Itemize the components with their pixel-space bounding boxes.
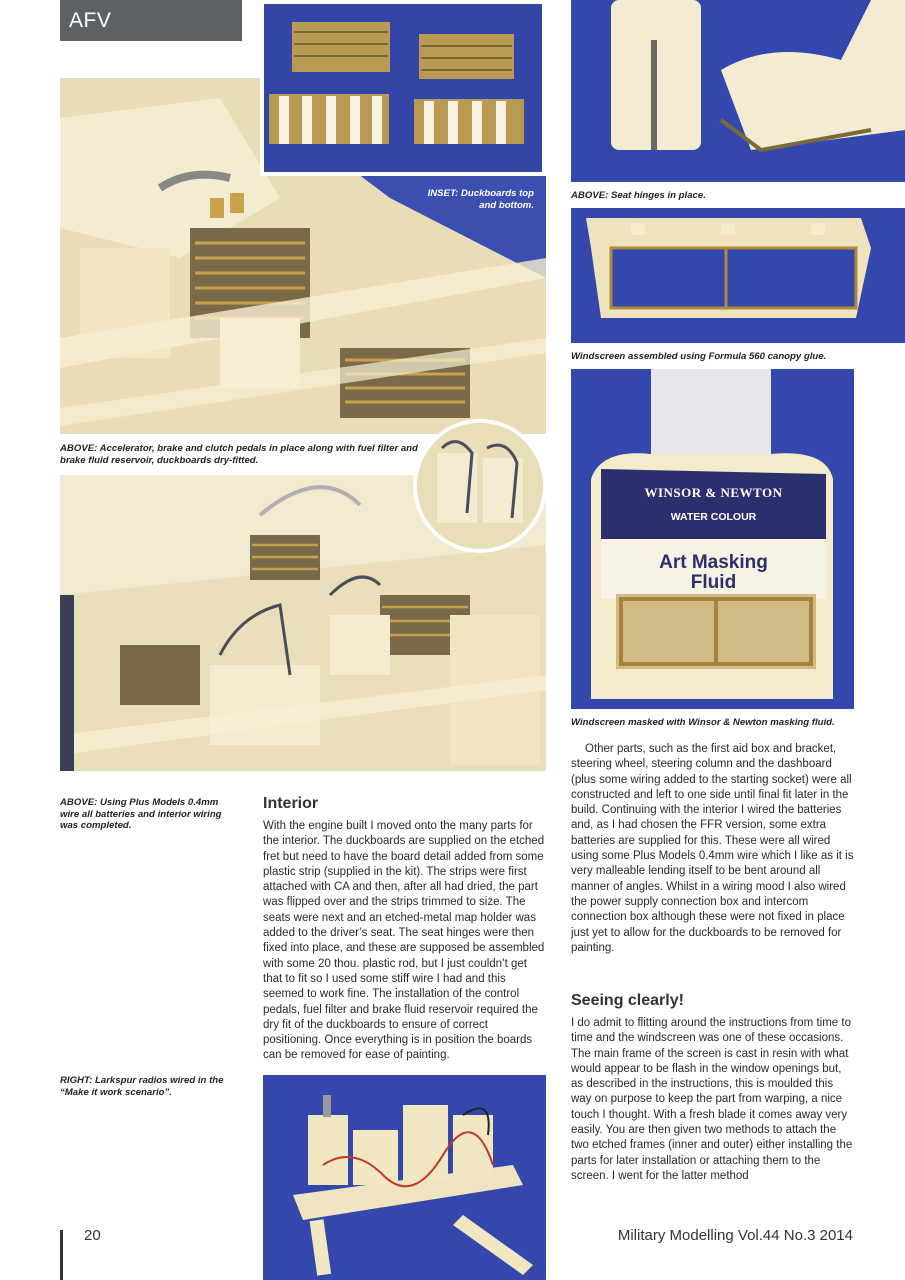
paragraph-seeing-clearly: I do admit to flitting around the instructions from time to time and the windscreen was one of these occasions. The main frame of the screen is cast in resin with what would appear to be flash in the window openings but, as described in the instructions, this is moulded this way on purpose to keep the part from warping, a nice touch I thought. With a fresh blade it comes away very easily. You are then given two methods to attach the two etched frames (inner and outer) either installing the parts for later installation or attaching them to the screen. I went for the latter method (571, 1017, 853, 1182)
paragraph-other-parts: Other parts, such as the first aid box and bracket, steering wheel, steering column and the dashboard (plus some wiring added to the starting socket) were all constructed and left to one side until final fit later in the build. Continuing with the interior I wired the batteries and, as I had chosen the FFR version, some extra batteries are supplied for this. These were all wired using some Plus Models 0.4mm wire which I like as it is very malleable lending itself to be bent around all manner of angles. Whilst in a wiring mood I also wired the power supply connection box and intercom connection box although these were not fixed in place just yet to allow for the duckboards to be removed for painting. (571, 743, 854, 954)
page-number: 20 (84, 1227, 101, 1244)
caption-radios: RIGHT: Larkspur radios wired in the “Make it work scenario”. (60, 1075, 224, 1098)
caption-pedals: ABOVE: Accelerator, brake and clutch pedals in place along with fuel filter and brake fluid reservoir, duckboards dry-fitted. (60, 443, 418, 466)
photo-inset-duckboards (260, 0, 546, 176)
bottle-brand: WINSOR & NEWTON (644, 485, 783, 500)
footer-bar (60, 1230, 63, 1280)
caption-windscreen-assembled: Windscreen assembled using Formula 560 canopy glue. (571, 351, 827, 362)
photo-radios (263, 1075, 546, 1280)
caption-wiring: ABOVE: Using Plus Models 0.4mm wire all batteries and interior wiring was completed. (60, 797, 222, 831)
photo-windscreen-assembled (571, 208, 905, 343)
photo-inset-batteries (413, 419, 547, 553)
caption-seat-hinges: ABOVE: Seat hinges in place. (571, 190, 706, 201)
caption-inset-duckboards: INSET: Duckboards top and bottom. (427, 188, 534, 211)
heading-interior: Interior (263, 795, 319, 812)
body-interior (263, 819, 546, 1064)
paragraph-interior: With the engine built I moved onto the many parts for the interior. The duckboards are supplied on the etched fret but need to have the board detail added from some plastic strip (supplied in the kit). The strips were first attached with CA and then, after all had dried, the part was flipped over and the strips trimmed to size. The seats were next and an etched-metal map holder was added to the driver’s seat. The seat hinges were then fixed into place, and these are supposed be assembled with some 20 thou. plastic rod, but I just couldn’t get that to fit so I used some stiff wire I had and this seemed to work fine. The installation of the control pedals, fuel filter and brake fluid reservoir required the dry fit of the duckboards to ensure of correct positioning. Once everything is in position the boards can be removed for ease of painting. (263, 820, 545, 1062)
bottle-product-line1: Art Masking (659, 552, 768, 573)
bottle-product-line2: Fluid (690, 572, 737, 593)
magazine-title: Military Modelling Vol.44 No.3 2014 (617, 1227, 853, 1244)
section-tab: AFV (60, 0, 242, 41)
bottle-line: WATER COLOUR (670, 511, 757, 523)
caption-windscreen-masked: Windscreen masked with Winsor & Newton masking fluid. (571, 717, 835, 728)
body-other-parts (571, 742, 854, 956)
photo-seat-hinges (571, 0, 905, 182)
photo-masking-fluid (571, 369, 854, 709)
heading-seeing-clearly: Seeing clearly! (571, 992, 684, 1009)
body-seeing-clearly (571, 1016, 854, 1184)
